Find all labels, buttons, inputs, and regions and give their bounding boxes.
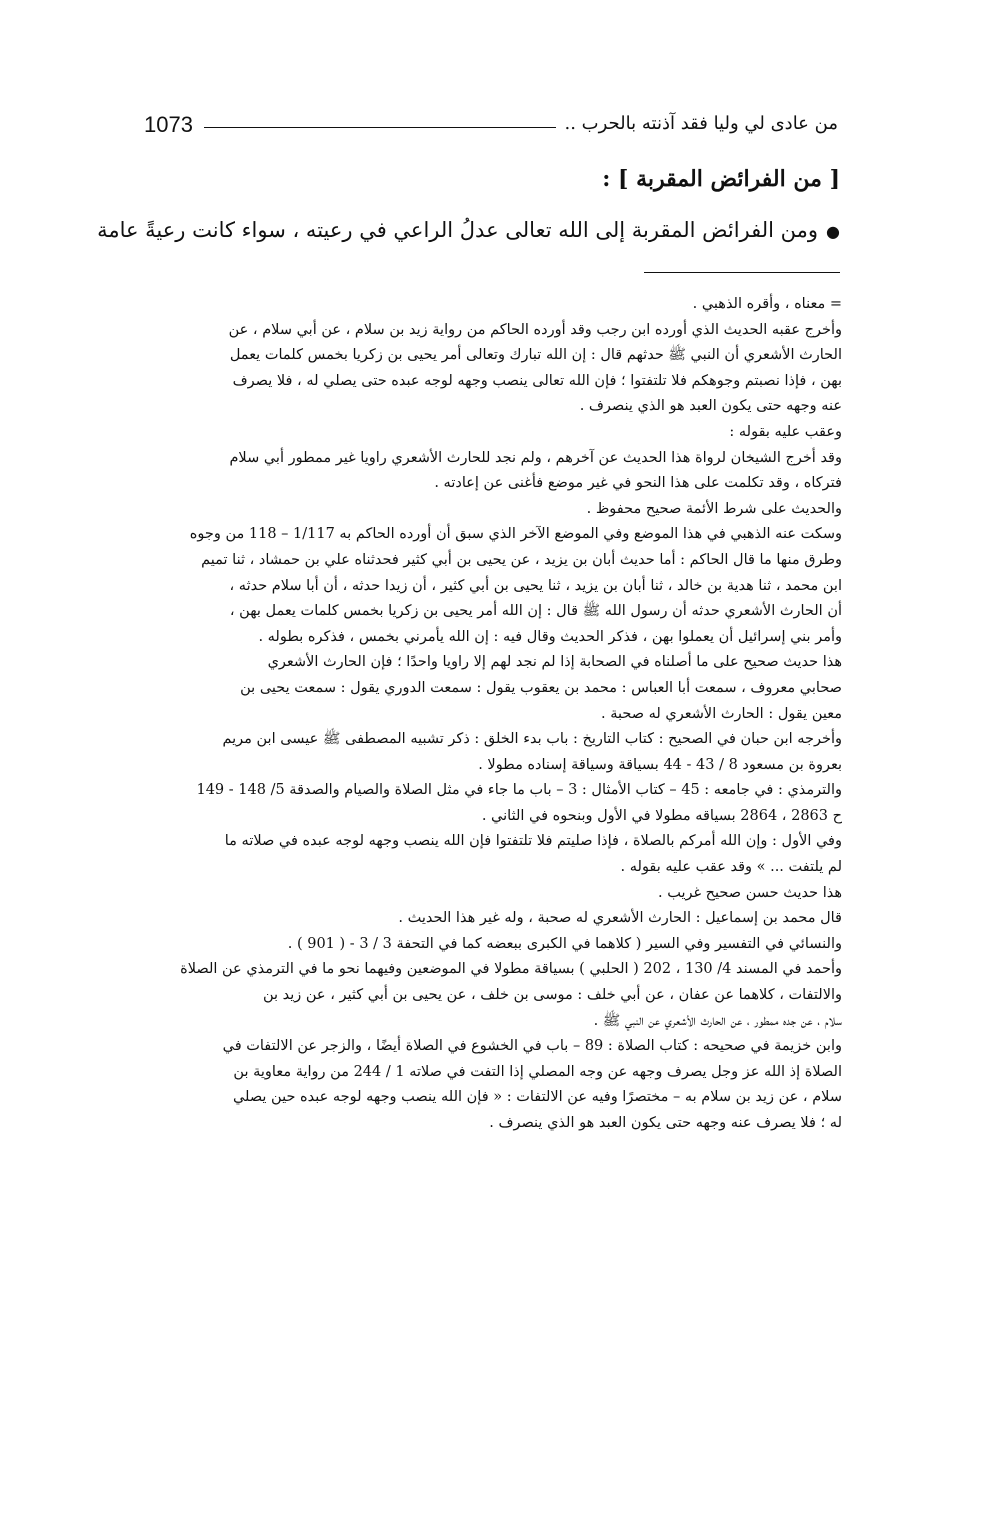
footnote-line: قال محمد بن إسماعيل : الحارث الأشعري له صحبة ، وله غير هذا الحديث . bbox=[398, 910, 842, 927]
footnote-line: وأمر بني إسرائيل أن يعملوا بهن ، فذكر الحديث وقال فيه : إن الله يأمرني بخمس ، فذكره بطوله . bbox=[258, 628, 842, 645]
running-title: من عادى لي وليا فقد آذنته بالحرب .. bbox=[564, 113, 838, 134]
footnote-line: والالتفات ، كلاهما عن عفان ، عن أبي خلف : موسى بن خلف ، عن يحيى بن أبي كثير ، عن زيد بن bbox=[262, 987, 842, 1004]
section-heading: [ من الفرائض المقربة ] : bbox=[602, 166, 840, 192]
footnote-line: وسكت عنه الذهبي في هذا الموضع وفي الموضع الآخر الذي سبق أن أورده الحاكم به 1/117 – 118 من وجوه bbox=[189, 526, 842, 543]
footnote-line: هذا حديث صحيح على ما أصلناه في الصحابة إذا لم نجد لهم إلا راويا واحدًا ؛ فإن الحارث الأشعري bbox=[267, 654, 842, 671]
footnote-line: ح 2863 ، 2864 بسياقه مطولا في الأول وبنحوه في الثاني . bbox=[481, 807, 842, 824]
main-paragraph bbox=[97, 218, 840, 242]
footnote-line: عنه وجهه حتى يكون العبد هو الذي ينصرف . bbox=[579, 398, 842, 415]
footnote-line: بهن ، فإذا نصبتم وجوهكم فلا تلتفتوا ؛ فإن الله تعالى ينصب وجهه لوجه عبده حتى يصلي له ، فلا يصرف bbox=[232, 372, 842, 389]
main-paragraph-text: ومن الفرائض المقربة إلى الله تعالى عدلُ الراعي في رعيته ، سواء كانت رعيةً عامة bbox=[97, 218, 819, 242]
footnote-line: وقد أخرج الشيخان لرواة هذا الحديث عن آخرهم ، ولم نجد للحارث الأشعري راويا غير ممطور أبي سلام bbox=[229, 449, 842, 466]
page-header bbox=[140, 110, 838, 142]
footnote-line: صحابي معروف ، سمعت أبا العباس : محمد بن يعقوب يقول : سمعت الدوري يقول : سمعت يحيى بن bbox=[240, 679, 842, 696]
page-number: 1073 bbox=[144, 112, 193, 137]
footnote-line: وطرق منها ما قال الحاكم : أما حديث أبان بن يزيد ، عن يحيى بن أبي كثير فحدثناه علي بن حمشاد ، ثنا تميم bbox=[201, 551, 842, 568]
footnote-line: والحديث على شرط الأئمة صحيح محفوظ . bbox=[586, 500, 842, 517]
footnote-line: له ؛ فلا يصرف عنه وجهه حتى يكون العبد هو الذي ينصرف . bbox=[489, 1115, 842, 1131]
footnotes bbox=[132, 292, 842, 1137]
footnote-line: لم يلتفت ... » وقد عقب عليه بقوله . bbox=[620, 859, 842, 876]
footnote-separator bbox=[644, 272, 840, 273]
header-rule bbox=[204, 127, 556, 128]
footnote-line: وفي الأول : وإن الله أمركم بالصلاة ، فإذا صليتم فلا تلتفتوا فإن الله ينصب وجهه لوجه عبده في صلاته ما bbox=[224, 833, 842, 850]
footnote-line: والنسائي في التفسير وفي السير ( كلاهما في الكبرى ببعضه كما في التحفة 3 / 3 - ( 901 ) . bbox=[287, 935, 842, 952]
bullet-icon: ● bbox=[826, 222, 840, 241]
footnote-line: معين يقول : الحارث الأشعري له صحبة . bbox=[600, 705, 842, 722]
footnote-line: وأخرج عقبه الحديث الذي أورده ابن رجب وقد أورده الحاكم من رواية زيد بن سلام ، عن أبي سلام ، عن bbox=[228, 321, 842, 338]
footnote-line: سلام ، عن جده ممطور ، عن الحارث الأشعري عن النبي ﷺ . bbox=[593, 1012, 842, 1029]
footnote-line: بعروة بن مسعود 8 / 43 - 44 بسياقة وسياقة إسناده مطولا . bbox=[478, 756, 842, 773]
footnote-line: الحارث الأشعري أن النبي ﷺ حدثهم قال : إن الله تبارك وتعالى أمر يحيى بن زكريا بخمس كلمات يعمل bbox=[229, 347, 842, 364]
footnote-line: أن الحارث الأشعري حدثه أن رسول الله ﷺ قال : إن الله أمر يحيى بن زكريا بخمس كلمات يعمل بهن ، bbox=[229, 603, 842, 620]
footnote-line: ابن محمد ، ثنا هدية بن خالد ، ثنا أبان بن يزيد ، ثنا يحيى بن أبي كثير ، أن زيدا حدثه ، أن أبا سلام حدثه ، bbox=[229, 577, 842, 594]
footnote-line: وأخرجه ابن حبان في الصحيح : كتاب التاريخ : باب بدء الخلق : ذكر تشبيه المصطفى ﷺ عيسى ابن مريم bbox=[222, 731, 842, 748]
footnote-line: سلام ، عن زيد بن سلام به – مختصرًا وفيه عن الالتفات : « فإن الله ينصب وجهه لوجه عبده حين يصلي bbox=[232, 1089, 842, 1106]
footnote-line: وأحمد في المسند 4/ 130 ، 202 ( الحلبي ) بسياقة مطولا في الموضعين وفيهما نحو ما في الترمذي عن الصلاة bbox=[180, 961, 842, 978]
footnote-line: فتركاه ، وقد تكلمت على هذا النحو في غير موضع فأغنى عن إعادته . bbox=[434, 475, 842, 492]
footnote-line: = معناه ، وأقره الذهبي . bbox=[132, 292, 842, 318]
footnote-line: وعقب عليه بقوله : bbox=[729, 423, 842, 440]
footnote-line: الصلاة إذ الله عز وجل يصرف وجهه عن وجه المصلي إذا التفت في صلاته 1 / 244 من رواية معاوية بن bbox=[233, 1063, 842, 1080]
footnote-line: هذا حديث حسن صحيح غريب . bbox=[658, 884, 842, 901]
footnote-line: وابن خزيمة في صحيحه : كتاب الصلاة : 89 – باب في الخشوع في الصلاة أيضًا ، والزجر عن الالتفات في bbox=[222, 1038, 842, 1055]
footnote-line: والترمذي : في جامعه : 45 – كتاب الأمثال : 3 – باب ما جاء في مثل الصلاة والصيام والصدقة 5/ 148 - 149 bbox=[196, 782, 842, 799]
